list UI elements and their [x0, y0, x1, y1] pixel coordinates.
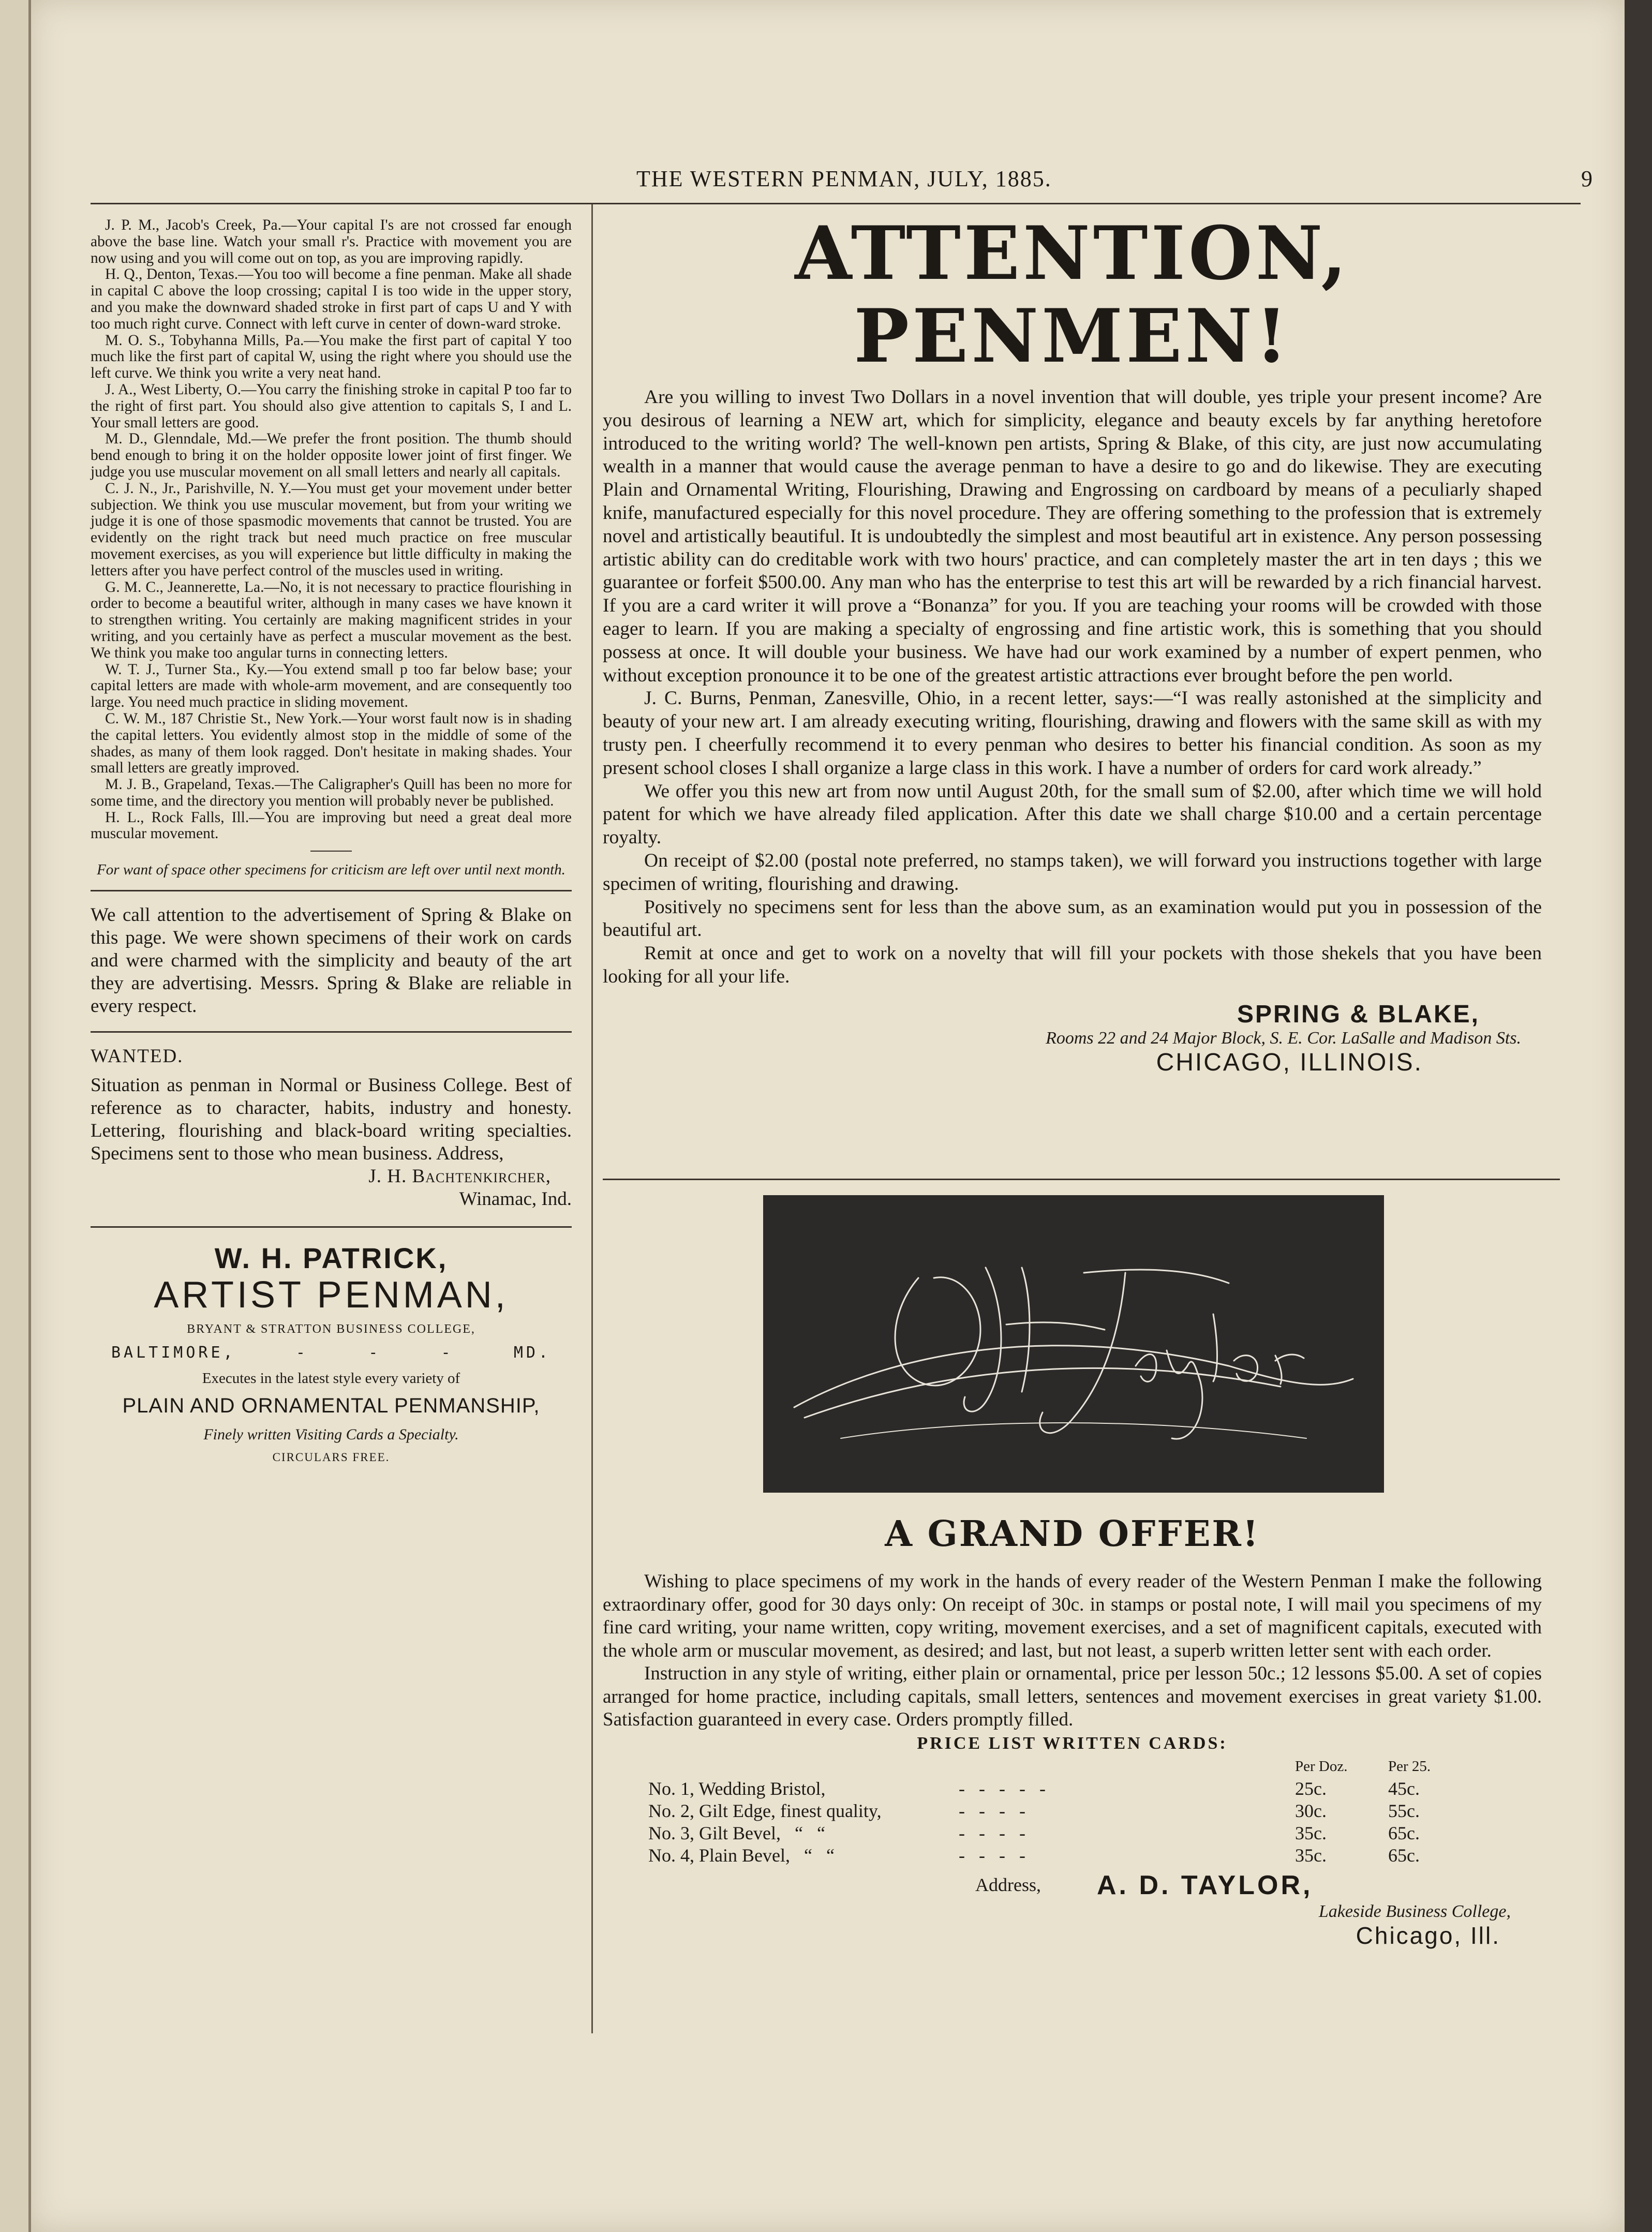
criticism-item: H. L., Rock Falls, Ill.—You are improving but need a great deal more muscular movement.: [91, 809, 572, 842]
patrick-name: W. H. PATRICK,: [214, 1242, 448, 1275]
price-item: No. 1, Wedding Bristol,: [648, 1778, 826, 1799]
price-25: 65c.: [1388, 1823, 1420, 1843]
criticism-item: W. T. J., Turner Sta., Ky.—You extend small p too far below base; your capital letters are made with whole-arm movement, and are consequently too large. You need much practice in sliding movement.: [91, 661, 572, 711]
city-name: BALTIMORE,: [111, 1344, 236, 1362]
criticism-item: C. J. N., Jr., Parishville, N. Y.—You must get your movement under better subjection. We think you use muscular movement, but from your writing we judge it is one of those spasmodic movements that cannot be trusted. You are evidently on the right track but need much practice on free muscular movement exercises, as you will experience but little difficulty in making the letters after you have perfect control of the muscles used in writing.: [91, 480, 572, 579]
taylor-name: A. D. TAYLOR,: [1097, 1870, 1313, 1900]
attention-body: [603, 386, 1542, 989]
criticism-item: M. D., Glenndale, Md.—We prefer the front position. The thumb should bend enough to bring it on the holder opposite lower joint of first finger. We judge you use muscular movement on all small letters and nearly all capitals.: [91, 430, 572, 480]
taylor-offer: [603, 1570, 1542, 1947]
signature-flourish: [763, 1195, 1384, 1493]
offer-heading: A GRAND OFFER!: [885, 1513, 1260, 1555]
adjacent-page-edge: [0, 0, 28, 2232]
patrick-line: Finely written Visiting Cards a Specialty.: [203, 1426, 459, 1444]
header-rule: [91, 203, 1581, 204]
price-row: [648, 1800, 1466, 1822]
left-column: [91, 217, 572, 1464]
attention-paragraph: Remit at once and get to work on a novelty that will fill your pockets with those shekels that you have been looking for all your life.: [603, 943, 1542, 987]
wanted-ad: [91, 1045, 572, 1211]
patrick-line: CIRCULARS FREE.: [272, 1451, 390, 1464]
running-header: [600, 160, 1609, 197]
price-row: [648, 1822, 1466, 1844]
right-column: [603, 212, 1542, 1077]
price-table: [648, 1755, 1466, 1867]
price-dashes: - - - - -: [959, 1778, 1046, 1799]
price-25: 65c.: [1388, 1845, 1420, 1866]
patrick-college: BRYANT & STRATTON BUSINESS COLLEGE,: [187, 1322, 475, 1336]
attention-paragraph: J. C. Burns, Penman, Zanesville, Ohio, in a recent letter, says:—“I was really astonished at the simplicity and beauty of your new art. I am already executing writing, flourishing, drawing and flowers with the same skill as with my trusty pen. I cheerfully recommend it to every penman who desires to better his financial condition. As soon as my present school closes I shall organize a large class in this work. I have a number of orders for card work already.”: [603, 688, 1542, 779]
patrick-line: Executes in the latest style every variety of: [202, 1370, 460, 1387]
col-per-25: Per 25.: [1388, 1758, 1431, 1775]
divider: [91, 1226, 572, 1228]
spring-blake-signature: [603, 1000, 1542, 1077]
criticism-item: C. W. M., 187 Christie St., New York.—Your worst fault now is in shading the capital letters. You evidently almost stop in the middle of some of the shades, as many of them look ragged. Don't hesitate in making shades. Your small letters are greatly improved.: [91, 710, 572, 777]
patrick-line: PLAIN AND ORNAMENTAL PENMANSHIP,: [122, 1394, 540, 1418]
price-list-heading: PRICE LIST WRITTEN CARDS:: [917, 1733, 1228, 1753]
wanted-heading: WANTED.: [91, 1046, 184, 1067]
divider: [91, 1031, 572, 1033]
signature-specimen: [763, 1195, 1384, 1493]
wanted-place: Winamac, Ind.: [459, 1188, 572, 1210]
attention-paragraph: On receipt of $2.00 (postal note preferred, no stamps taken), we will forward you instructions together with large specimen of writing, flourishing and drawing.: [603, 850, 1542, 895]
taylor-city: Chicago, Ill.: [1356, 1922, 1500, 1949]
dash: -: [295, 1344, 308, 1362]
wanted-text: Situation as penman in Normal or Business College. Best of reference as to character, habits, industry and honesty. Lettering, flourishing and black-board writing specialties. Specimens sent to those who mean business. Address,: [91, 1075, 572, 1165]
criticism-list: [91, 217, 572, 842]
criticism-item: G. M. C., Jeannerette, La.—No, it is not necessary to practice flourishing in order to become a beautiful writer, although in many cases we have known it to strengthen writing. You certainly are making magnificent strides in your writing, and you certainly have as perfect a muscular movement as the best. We think you make too angular turns in connecting letters.: [91, 578, 572, 661]
attention-paragraph: Positively no specimens sent for less than the above sum, as an examination would put you in possession of the beautiful art.: [603, 896, 1542, 941]
price-dashes: - - - -: [959, 1845, 1025, 1866]
price-item: No. 3, Gilt Bevel, “ “: [648, 1823, 825, 1843]
price-row: [648, 1778, 1466, 1800]
price-doz: 25c.: [1295, 1778, 1327, 1799]
address-label: Address,: [975, 1874, 1041, 1895]
taylor-signature: [603, 1870, 1542, 1947]
price-dashes: - - - -: [959, 1801, 1025, 1821]
attention-paragraph: We offer you this new art from now until August 20th, for the small sum of $2.00, after which time we will hold patent for which we have already filed application. After this date we shall charge $10.00 and a certain percentage royalty.: [603, 780, 1542, 849]
offer-paragraph: Instruction in any style of writing, either plain or ornamental, price per lesson 50c.; 12 lessons $5.00. A set of copies arranged for home practice, including capitals, small letters, sentences and movement exercises in great variety $1.00. Satisfaction guaranteed in every case. Orders promptly filled.: [603, 1663, 1542, 1730]
column-rule: [591, 204, 593, 2033]
price-header-row: [648, 1755, 1466, 1778]
editorial-note: We call attention to the advertisement of Spring & Blake on this page. We were shown specimens of their work on cards and were charmed with the simplicity and beauty of the art they are advertising. Messrs. Spring & Blake are reliable in every respect.: [91, 904, 572, 1017]
attention-paragraph: Are you willing to invest Two Dollars in a novel invention that will double, yes triple your present income? Are you desirous of learning a NEW art, which for simplicity, elegance and beauty excels by far anything heretofore introduced to the writing world? The well-known pen artists, Spring & Blake, of this city, are just now accumulating wealth in a manner that would cause the average penman to have a desire to go and do likewise. They are executing Plain and Ornamental Writing, Flourishing, Drawing and Engrossing on cardboard by means of a peculiarly shaped knife, manufactured especially for this novel procedure. They are offering something to the profession that is extremely novel and artistically beautiful. It is undoubtedly the simplest and most beautiful art in existence. Any person possessing artistic ability can do creditable work with two hours' practice, and can completely master the art in ten days ; this we guarantee or forfeit $500.00. Any man who has the enterprise to test this art will be rewarded by a rich financial harvest. If you are a card writer it will prove a “Bonanza” for you. If you are teaching your rooms will be crowded with those eager to learn. If you are making a specialty of engrossing and fine artistic work, this is something that you should possess at once. It will double your business. We have had our work examined by a number of expert penmen, who without exception pronounce it to be one of the greatest artistic attractions ever brought before the pen world.: [603, 386, 1542, 686]
price-25: 45c.: [1388, 1778, 1420, 1799]
criticism-item: H. Q., Denton, Texas.—You too will become a fine penman. Make all shade in capital C above the loop crossing; capital I is too wide in the upper story, and you make the downward shaded stroke in first part of caps U and Y with too much right curve. Connect with left curve in center of down-ward stroke.: [91, 266, 572, 332]
offer-paragraph: Wishing to place specimens of my work in the hands of every reader of the Western Penman I make the following extraordinary offer, good for 30 days only: On receipt of 30c. in stamps or postal note, I will mail you specimens of my fine card writing, your name written, copy writing, movement exercises, and a set of magnificent capitals, executed with the whole arm or muscular movement, as desired; and last, but not least, a superb written letter sent with each order.: [603, 1571, 1542, 1661]
divider: [310, 851, 352, 852]
patrick-ad: [91, 1241, 572, 1464]
price-doz: 35c.: [1295, 1845, 1327, 1866]
wanted-name: J. H. Bachtenkircher,: [368, 1166, 551, 1187]
dash: -: [368, 1344, 381, 1362]
price-doz: 35c.: [1295, 1823, 1327, 1843]
firm-name: SPRING & BLAKE,: [1237, 1000, 1480, 1028]
firm-city: CHICAGO, ILLINOIS.: [1156, 1048, 1423, 1076]
patrick-city: [91, 1344, 572, 1362]
firm-rooms: Rooms 22 and 24 Major Block, S. E. Cor. LaSalle and Madison Sts.: [1046, 1028, 1521, 1048]
dash: -: [441, 1344, 454, 1362]
price-item: No. 4, Plain Bevel, “ “: [648, 1845, 835, 1866]
criticism-item: J. A., West Liberty, O.—You carry the finishing stroke in capital P too far to the right of first part. You should also give attention to capitals S, I and L. Your small letters are good.: [91, 381, 572, 431]
attention-heading: ATTENTION, PENMEN!: [795, 211, 1350, 379]
criticism-item: M. O. S., Tobyhanna Mills, Pa.—You make the first part of capital Y too much like the first part of capital W, using the right where you should use the left curve. We think you write a very neat hand.: [91, 332, 572, 382]
criticism-item: J. P. M., Jacob's Creek, Pa.—Your capital I's are not crossed far enough above the base line. Watch your small r's. Practice with movement you are now using and you will come out on top, as you are improving rapidly.: [91, 217, 572, 266]
state: MD.: [513, 1344, 551, 1362]
page-number: 9: [1581, 166, 1594, 191]
price-doz: 30c.: [1295, 1801, 1327, 1821]
criticism-item: M. J. B., Grapeland, Texas.—The Caligrapher's Quill has been no more for some time, and the directory you mention will probably never be published.: [91, 776, 572, 809]
price-row: [648, 1844, 1466, 1867]
price-item: No. 2, Gilt Edge, finest quality,: [648, 1801, 882, 1821]
header-title: THE WESTERN PENMAN, JULY, 1885.: [636, 166, 1052, 191]
price-dashes: - - - -: [959, 1823, 1025, 1843]
price-25: 55c.: [1388, 1801, 1420, 1821]
patrick-title: ARTIST PENMAN,: [154, 1274, 509, 1316]
section-rule: [603, 1179, 1560, 1180]
col-per-doz: Per Doz.: [1295, 1758, 1348, 1775]
criticism-note: For want of space other specimens for criticism are left over until next month.: [97, 861, 565, 879]
taylor-college: Lakeside Business College,: [1318, 1901, 1511, 1921]
divider: [91, 890, 572, 891]
